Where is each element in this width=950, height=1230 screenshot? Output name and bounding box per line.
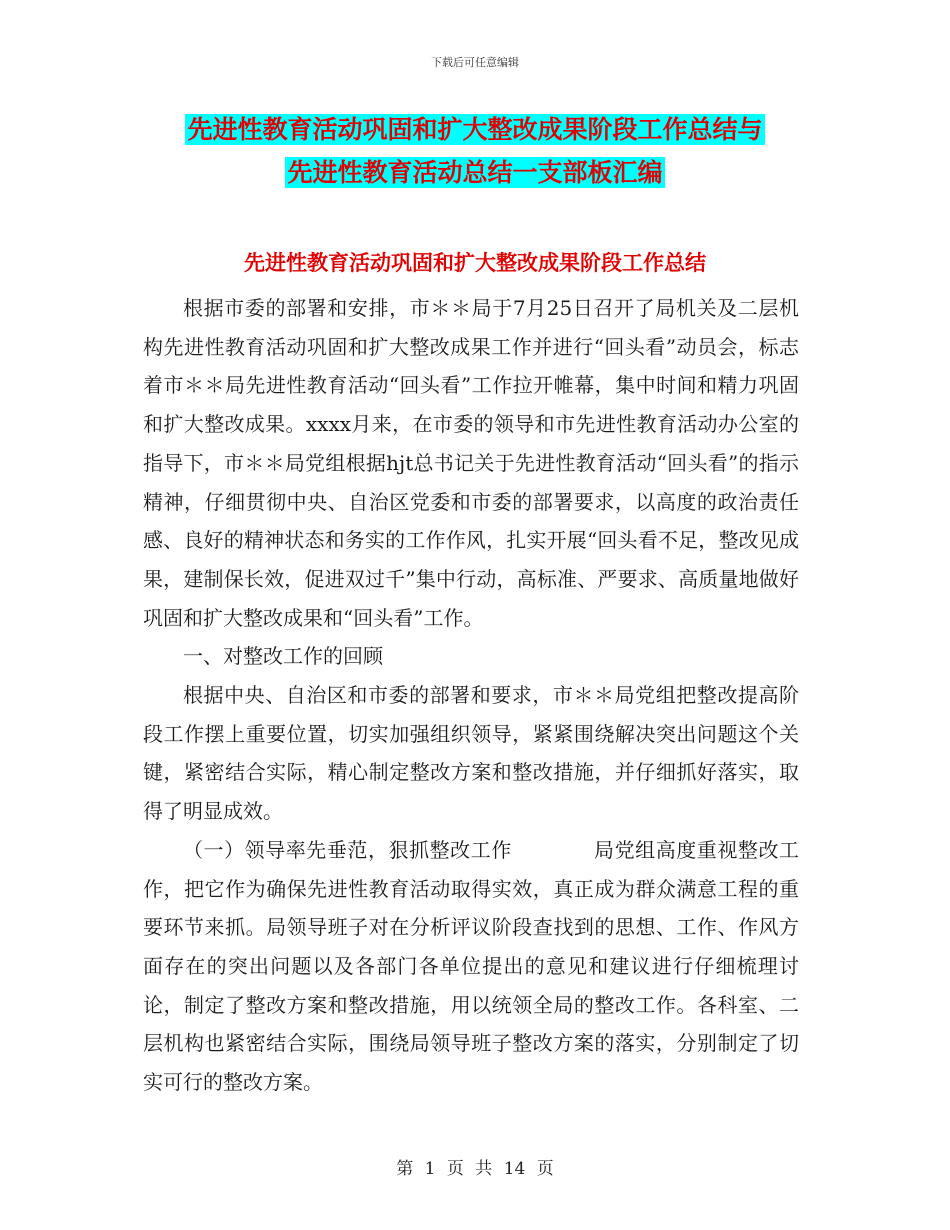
paragraph-review: 根据中央、自治区和市委的部署和要求，市＊＊局党组把整改提高阶段工作摆上重要位置，切实加强组织领导，紧紧围绕解决突出问题这个关键，紧密结合实际，精心制定整改方案和整改措施，并仔细抓好落实，取得了明显成效。 (143, 683, 799, 824)
document-title-line-2 (0, 156, 950, 190)
body-text (143, 289, 799, 1102)
page-footer: 第 1 页 共 14 页 (396, 1159, 554, 1179)
section-title: 先进性教育活动巩固和扩大整改成果阶段工作总结 (244, 251, 706, 275)
highlighted-title-text-2: 先进性教育活动总结一支部板汇编 (287, 158, 663, 187)
paragraph-leadership: （一）领导率先垂范，狠抓整改工作 局党组高度重视整改工作，把它作为确保先进性教育活动取得实效，真正成为群众满意工程的重要环节来抓。局领导班子对在分析评议阶段查找到的思想、工作、作风方面存在的突出问题以及各部门各单位提出的意见和建议进行仔细梳理讨论，制定了整改方案和整改措施，用以统领全局的整改工作。各科室、二层机构也紧密结合实际，围绕局领导班子整改方案的落实，分别制定了切实可行的整改方案。 (143, 837, 799, 1095)
paragraph-intro: 根据市委的部署和安排，市＊＊局于7月25日召开了局机关及二层机构先进性教育活动巩固和扩大整改成果工作并进行“回头看”动员会，标志着市＊＊局先进性教育活动“回头看”工作拉开帷幕，集中时间和精力巩固和扩大整改成果。xxxx月来，在市委的领导和市先进性教育活动办公室的指导下，市＊＊局党组根据hjt总书记关于先进性教育活动“回头看”的指示精神，仔细贯彻中央、自治区党委和市委的部署要求，以高度的政治责任感、良好的精神状态和务实的工作作风，扎实开展“回头看不足，整改见成果，建制保长效，促进双过千”集中行动，高标准、严要求、高质量地做好巩固和扩大整改成果和“回头看”工作。 (143, 296, 799, 630)
heading-review: 一、对整改工作的回顾 (183, 644, 383, 669)
highlighted-title-text-1: 先进性教育活动巩固和扩大整改成果阶段工作总结与 (187, 115, 763, 144)
header-note: 下载后可任意编辑 (431, 56, 519, 69)
document-title-line-1 (0, 113, 950, 147)
